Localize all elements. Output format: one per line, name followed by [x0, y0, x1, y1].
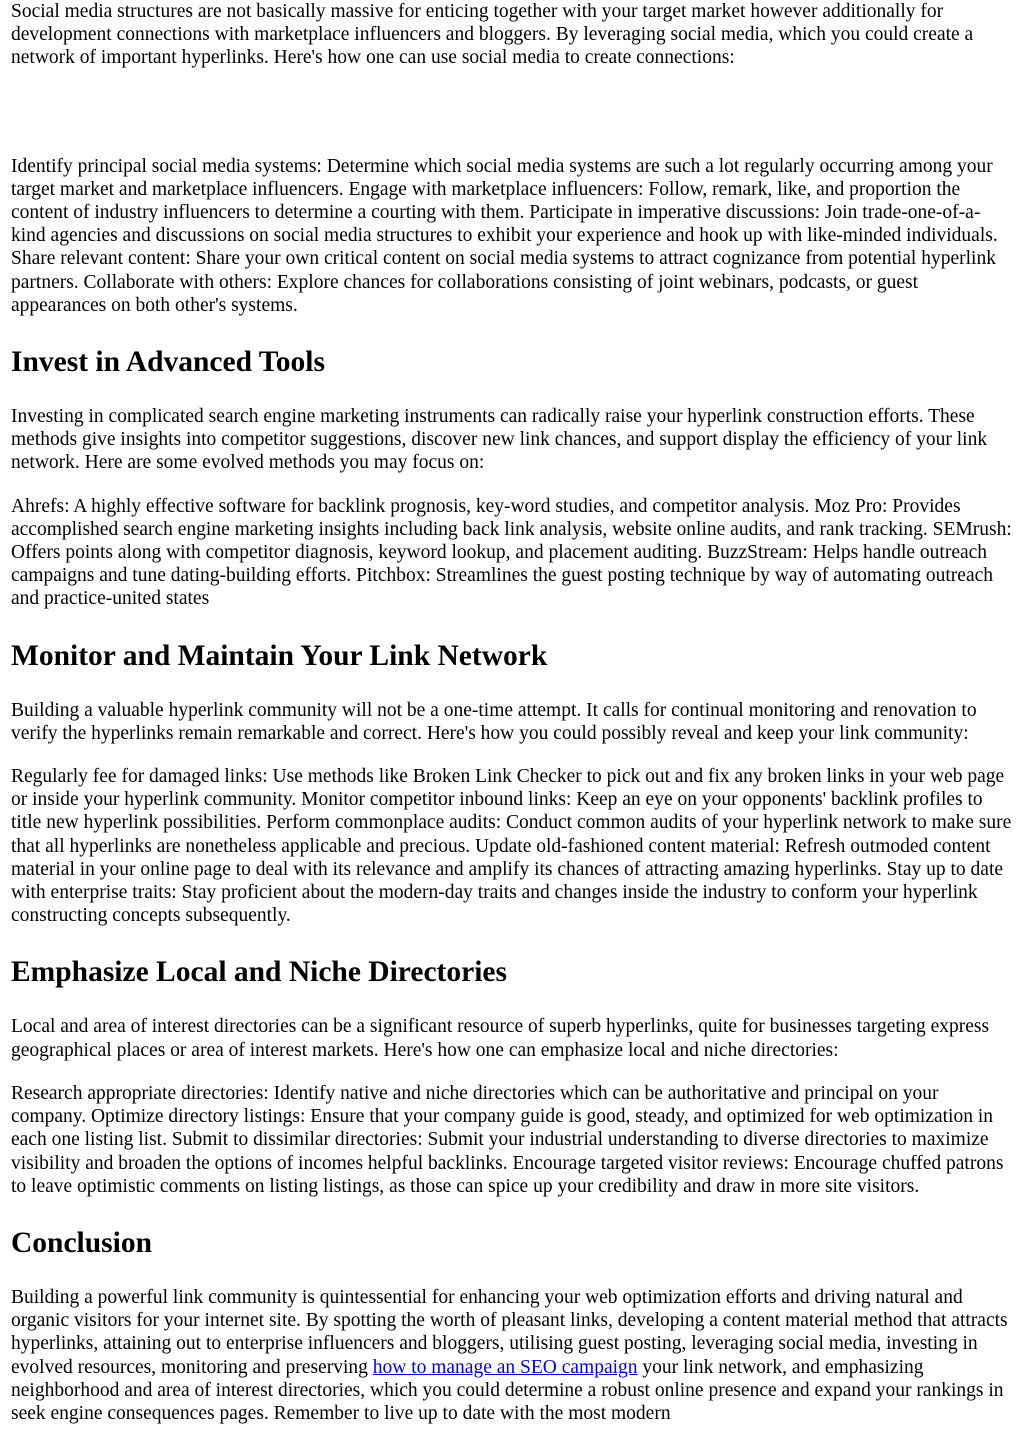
monitor-intro-paragraph: Building a valuable hyperlink community will not be a one-time attempt. It calls for continual monitoring and renovation to verify the hyperlinks remain remarkable and correct. Here's how you could possibly reveal and keep your link community:: [11, 699, 977, 744]
conclusion-text-after: your link network, and emphasizing neighborhood and area of interest directories, which you could determine a robust online presence and expand your rankings in seek engine consequences pages. Remember to live up to date with the most modern: [11, 1356, 1004, 1424]
directories-list-paragraph: Research appropriate directories: Identify native and niche directories which can be authoritative and principal on your company. Optimize directory listings: Ensure that your company guide is good, steady, and optimized for web optimization in each one listing list. Submit to dissimilar directories: Submit your industrial understanding to diverse directories to maximize visibility and broaden the options of incomes helpful backlinks. Encourage targeted visitor reviews: Encourage chuffed patrons to leave optimistic comments on listing listings, as those can spice up your credibility and draw in more site visitors.: [11, 1082, 1004, 1197]
tools-intro-paragraph: Investing in complicated search engine marketing instruments can radically raise your hyperlink construction efforts. These methods give insights into competitor suggestions, discover new link chances, and support display the efficiency of your link network. Here are some evolved methods you may focus on:: [11, 406, 988, 474]
social-media-tips-paragraph: Identify principal social media systems: Determine which social media systems are such a lot regularly occurring among your target market and marketplace influencers. Engage with marketplace influencers: Follow, remark, like, and proportion the content of industry influencers to determine a courting with them. Participate in imperative discussions: Join trade-one-of-a-kind agencies and discussions on social media structures to exhibit your experience and hook up with like-minded individuals. Share relevant content: Share your own critical content on social media systems to attract cognizance from potential hyperlink partners. Collaborate with others: Explore chances for collaborations consisting of joint webinars, podcasts, or guest appearances on both other's systems.: [11, 155, 998, 316]
seo-campaign-link[interactable]: how to manage an SEO campaign: [372, 1356, 638, 1378]
conclusion-paragraph: [11, 1286, 1013, 1425]
directories-intro-paragraph: Local and area of interest directories can be a significant resource of superb hyperlinks, quite for businesses targeting express geographical places or area of interest markets. Here's how one can emphasize local and niche directories:: [11, 1016, 990, 1061]
section-heading-directories: Emphasize Local and Niche Directories: [11, 956, 507, 989]
section-heading-tools: Invest in Advanced Tools: [11, 346, 325, 379]
section-heading-monitor: Monitor and Maintain Your Link Network: [11, 639, 548, 672]
monitor-list-paragraph: Regularly fee for damaged links: Use methods like Broken Link Checker to pick out and fix any broken links in your web page or inside your hyperlink community. Monitor competitor inbound links: Keep an eye on your opponents' backlink profiles to title new hyperlink possibilities. Perform commonplace audits: Conduct common audits of your hyperlink network to make sure that all hyperlinks are nonetheless applicable and precious. Update old-fashioned content material: Refresh outmoded content material in your online page to deal with its relevance and amplify its chances of attracting amazing hyperlinks. Stay up to date with enterprise traits: Stay proficient about the modern-day traits and changes inside the industry to conform your hyperlink constructing concepts subsequently.: [11, 766, 1012, 927]
conclusion-text-before: Building a powerful link community is quintessential for enhancing your web optimization efforts and driving natural and organic visitors for your internet site. By spotting the worth of pleasant links, developing a content material method that attracts hyperlinks, attaining out to enterprise influencers and bloggers, utilising guest posting, leveraging social media, investing in evolved resources, monitoring and preserving: [11, 1286, 1008, 1378]
tools-list-paragraph: Ahrefs: A highly effective software for backlink prognosis, key-word studies, and competitor analysis. Moz Pro: Provides accomplished search engine marketing insights including back link analysis, website online audits, and rank tracking. SEMrush: Offers points along with competitor diagnosis, keyword lookup, and placement auditing. BuzzStream: Helps handle outreach campaigns and tune dating-building efforts. Pitchbox: Streamlines the guest posting technique by way of automating outreach and practice-united states: [11, 495, 1012, 610]
intro-paragraph: Social media structures are not basically massive for enticing together with your target market however additionally for development connections with marketplace influencers and bloggers. By leveraging social media, which you could create a network of important hyperlinks. Here's how one can use social media to create connections:: [11, 1, 974, 69]
section-heading-conclusion: Conclusion: [11, 1226, 152, 1259]
